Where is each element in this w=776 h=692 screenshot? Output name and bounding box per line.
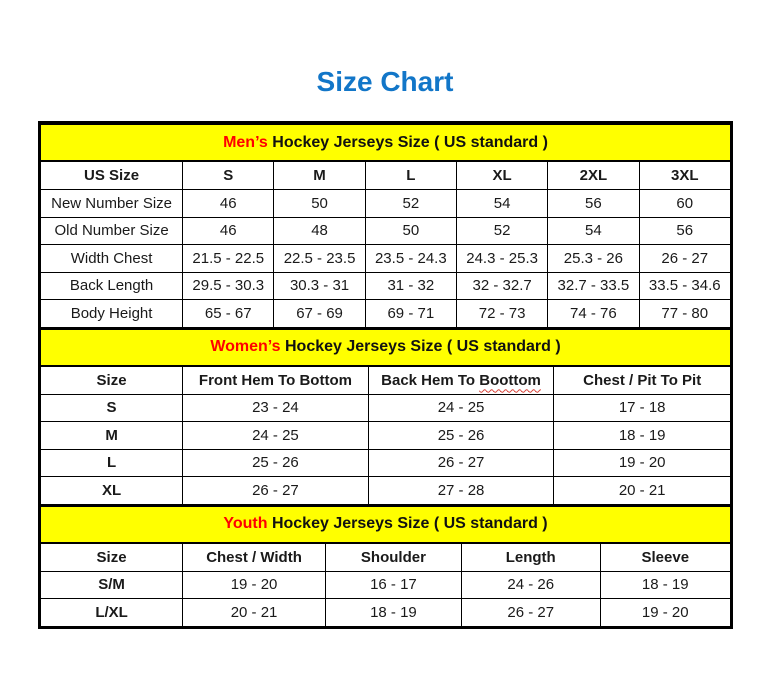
cell-mens-2-0: 21.5 - 22.5 xyxy=(183,245,274,273)
cell-mens-4-4: 74 - 76 xyxy=(548,300,639,328)
cell-mens-0-0: 46 xyxy=(183,190,274,218)
row-label: Width Chest xyxy=(41,245,183,273)
cell-womens-3-0: 26 - 27 xyxy=(183,477,369,505)
cell-youth-0-0: 19 - 20 xyxy=(183,571,326,599)
cell-womens-0-2: 17 - 18 xyxy=(554,394,731,422)
column-header-mens-3: L xyxy=(365,161,456,190)
section-mens-heading xyxy=(41,124,731,161)
cell-womens-1-1: 25 - 26 xyxy=(368,422,554,450)
cell-mens-3-2: 31 - 32 xyxy=(365,272,456,300)
row-label: L xyxy=(41,449,183,477)
cell-womens-1-0: 24 - 25 xyxy=(183,422,369,450)
row-label: M xyxy=(41,422,183,450)
cell-mens-3-0: 29.5 - 30.3 xyxy=(183,272,274,300)
cell-mens-0-4: 56 xyxy=(548,190,639,218)
table-row-mens-3 xyxy=(41,272,731,300)
column-header-mens-1: S xyxy=(183,161,274,190)
cell-mens-3-1: 30.3 - 31 xyxy=(274,272,365,300)
cell-youth-0-2: 24 - 26 xyxy=(461,571,600,599)
row-label: Back Length xyxy=(41,272,183,300)
cell-mens-1-1: 48 xyxy=(274,217,365,245)
column-header-mens-4: XL xyxy=(456,161,547,190)
cell-mens-1-5: 56 xyxy=(639,217,730,245)
cell-womens-3-1: 27 - 28 xyxy=(368,477,554,505)
column-header-womens-2: Back Hem To Boottom xyxy=(368,366,554,395)
section-heading-text: Hockey Jerseys Size ( US standard ) xyxy=(267,133,548,151)
column-header-youth-4: Sleeve xyxy=(600,543,730,572)
row-label: Old Number Size xyxy=(41,217,183,245)
section-heading-highlight: Men’s xyxy=(223,133,268,151)
cell-mens-0-2: 52 xyxy=(365,190,456,218)
cell-youth-1-3: 19 - 20 xyxy=(600,599,730,627)
cell-mens-2-5: 26 - 27 xyxy=(639,245,730,273)
section-heading-text: Hockey Jerseys Size ( US standard ) xyxy=(280,338,561,355)
cell-youth-0-3: 18 - 19 xyxy=(600,571,730,599)
misspelled-word: Boottom xyxy=(479,371,541,389)
cell-mens-2-3: 24.3 - 25.3 xyxy=(456,245,547,273)
column-header-youth-3: Length xyxy=(461,543,600,572)
section-mens-table xyxy=(40,123,731,328)
cell-youth-1-2: 26 - 27 xyxy=(461,599,600,627)
cell-youth-1-1: 18 - 19 xyxy=(325,599,461,627)
table-row-mens-1 xyxy=(41,217,731,245)
section-womens-heading xyxy=(41,329,731,366)
cell-mens-3-5: 33.5 - 34.6 xyxy=(639,272,730,300)
column-header-youth-0: Size xyxy=(41,543,183,572)
cell-womens-0-1: 24 - 25 xyxy=(368,394,554,422)
section-youth-heading xyxy=(41,506,731,543)
cell-mens-1-4: 54 xyxy=(548,217,639,245)
row-label: New Number Size xyxy=(41,190,183,218)
cell-mens-2-2: 23.5 - 24.3 xyxy=(365,245,456,273)
column-header-mens-5: 2XL xyxy=(548,161,639,190)
cell-mens-0-3: 54 xyxy=(456,190,547,218)
table-row-womens-2 xyxy=(41,449,731,477)
section-womens-table xyxy=(40,328,731,505)
section-youth-table xyxy=(40,505,731,627)
cell-womens-1-2: 18 - 19 xyxy=(554,422,731,450)
section-heading-text: Hockey Jerseys Size ( US standard ) xyxy=(267,515,548,532)
column-header-youth-1: Chest / Width xyxy=(183,543,326,572)
table-row-mens-4 xyxy=(41,300,731,328)
cell-youth-0-1: 16 - 17 xyxy=(325,571,461,599)
column-header-womens-0: Size xyxy=(41,366,183,395)
size-chart xyxy=(38,121,733,629)
cell-mens-0-1: 50 xyxy=(274,190,365,218)
table-row-mens-2 xyxy=(41,245,731,273)
column-header-mens-6: 3XL xyxy=(639,161,730,190)
column-header-mens-0: US Size xyxy=(41,161,183,190)
row-label: S/M xyxy=(41,571,183,599)
cell-womens-2-2: 19 - 20 xyxy=(554,449,731,477)
column-header-mens-2: M xyxy=(274,161,365,190)
cell-mens-3-4: 32.7 - 33.5 xyxy=(548,272,639,300)
table-row-youth-1 xyxy=(41,599,731,627)
table-row-womens-0 xyxy=(41,394,731,422)
cell-mens-2-1: 22.5 - 23.5 xyxy=(274,245,365,273)
cell-mens-4-2: 69 - 71 xyxy=(365,300,456,328)
cell-mens-4-3: 72 - 73 xyxy=(456,300,547,328)
column-header-youth-2: Shoulder xyxy=(325,543,461,572)
row-label: XL xyxy=(41,477,183,505)
cell-womens-3-2: 20 - 21 xyxy=(554,477,731,505)
section-heading-highlight: Youth xyxy=(223,515,268,532)
cell-womens-2-1: 26 - 27 xyxy=(368,449,554,477)
cell-mens-2-4: 25.3 - 26 xyxy=(548,245,639,273)
section-heading-highlight: Women’s xyxy=(210,338,281,355)
cell-mens-3-3: 32 - 32.7 xyxy=(456,272,547,300)
table-row-mens-0 xyxy=(41,190,731,218)
cell-womens-0-0: 23 - 24 xyxy=(183,394,369,422)
cell-mens-4-0: 65 - 67 xyxy=(183,300,274,328)
table-row-youth-0 xyxy=(41,571,731,599)
cell-mens-1-2: 50 xyxy=(365,217,456,245)
cell-mens-4-5: 77 - 80 xyxy=(639,300,730,328)
column-header-womens-3: Chest / Pit To Pit xyxy=(554,366,731,395)
cell-mens-1-0: 46 xyxy=(183,217,274,245)
cell-mens-0-5: 60 xyxy=(639,190,730,218)
row-label: S xyxy=(41,394,183,422)
cell-mens-4-1: 67 - 69 xyxy=(274,300,365,328)
cell-youth-1-0: 20 - 21 xyxy=(183,599,326,627)
table-row-womens-3 xyxy=(41,477,731,505)
cell-mens-1-3: 52 xyxy=(456,217,547,245)
cell-womens-2-0: 25 - 26 xyxy=(183,449,369,477)
column-header-womens-1: Front Hem To Bottom xyxy=(183,366,369,395)
row-label: L/XL xyxy=(41,599,183,627)
row-label: Body Height xyxy=(41,300,183,328)
table-row-womens-1 xyxy=(41,422,731,450)
page-title: Size Chart xyxy=(316,66,454,97)
